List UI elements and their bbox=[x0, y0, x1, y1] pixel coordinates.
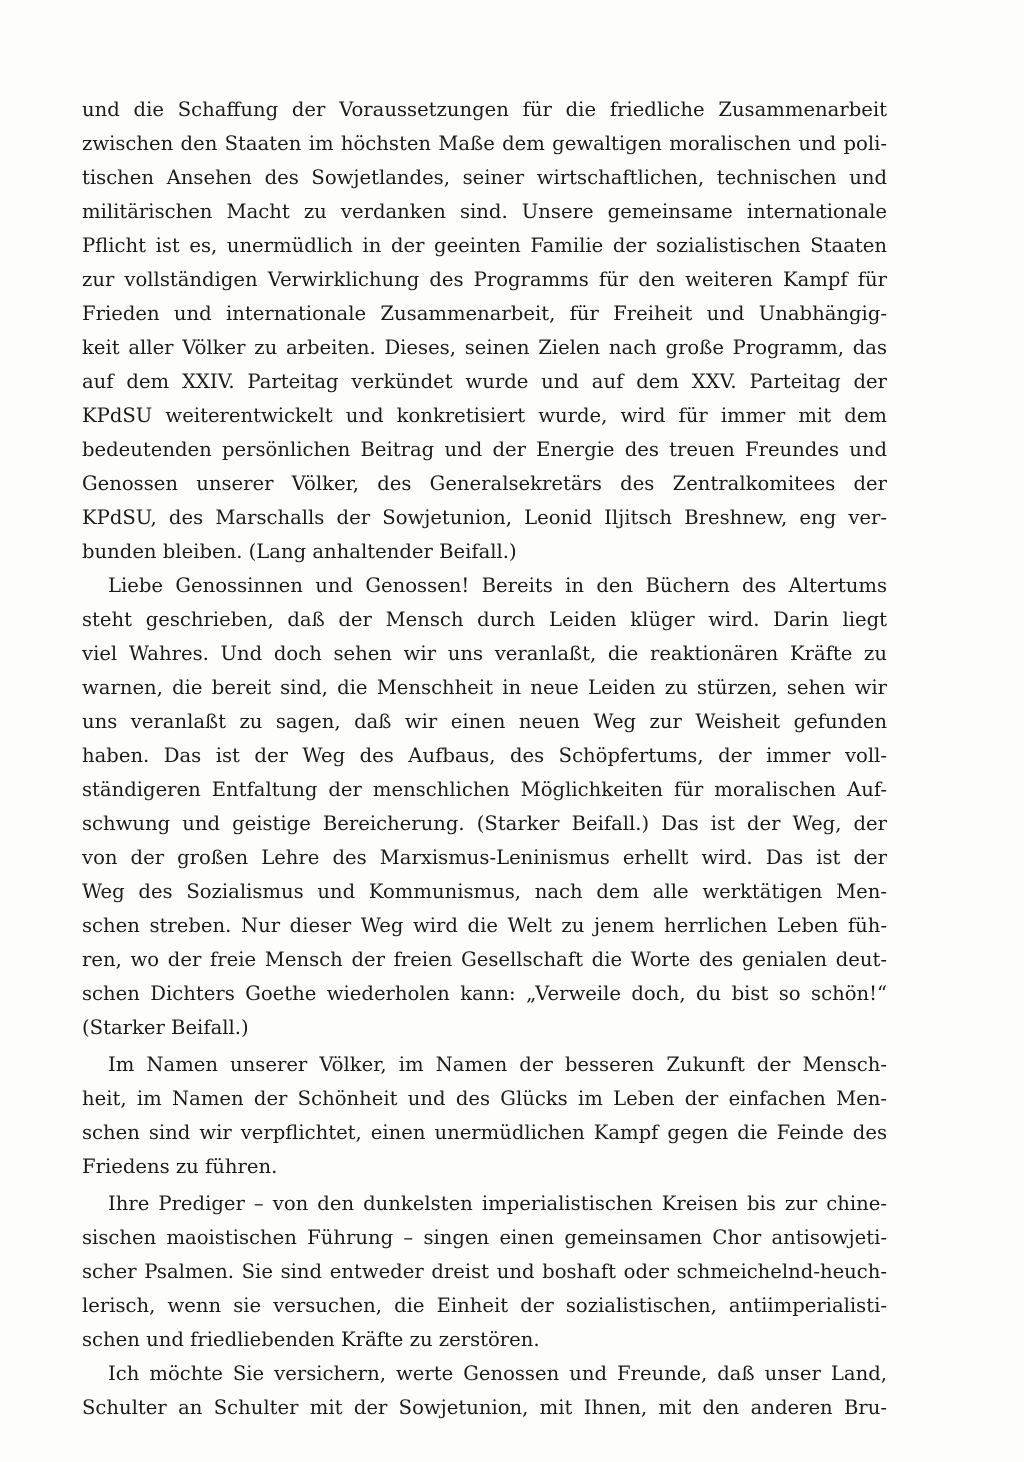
text-line: ständigeren Entfaltung der menschlichen Möglichkeiten für moralischen Auf- bbox=[82, 778, 887, 801]
text-line: auf dem XXIV. Parteitag verkündet wurde und auf dem XXV. Parteitag der bbox=[82, 370, 887, 393]
text-line: Frieden und internationale Zusammenarbeit, für Freiheit und Unabhängig- bbox=[82, 302, 887, 325]
paragraph-first-line: Ihre Prediger – von den dunkelsten imperialistischen Kreisen bis zur chine- bbox=[108, 1192, 887, 1215]
text-line: keit aller Völker zu arbeiten. Dieses, seinen Zielen nach große Programm, das bbox=[82, 336, 887, 359]
text-line: militärischen Macht zu verdanken sind. Unsere gemeinsame internationale bbox=[82, 200, 887, 223]
text-line: KPdSU, des Marschalls der Sowjetunion, Leonid Iljitsch Breshnew, eng ver- bbox=[82, 506, 887, 529]
text-line: Pflicht ist es, unermüdlich in der geeinten Familie der sozialistischen Staaten bbox=[82, 234, 887, 257]
text-line: uns veranlaßt zu sagen, daß wir einen neuen Weg zur Weisheit gefunden bbox=[82, 710, 887, 733]
text-line: Weg des Sozialismus und Kommunismus, nach dem alle werktätigen Men- bbox=[82, 880, 887, 903]
text-line: scher Psalmen. Sie sind entweder dreist und boshaft oder schmeichelnd-heuch- bbox=[82, 1260, 887, 1283]
text-line: tischen Ansehen des Sowjetlandes, seiner wirtschaftlichen, technischen und bbox=[82, 166, 887, 189]
text-line: und die Schaffung der Voraussetzungen für die friedliche Zusammenarbeit bbox=[82, 98, 887, 121]
paragraph-first-line: Im Namen unserer Völker, im Namen der besseren Zukunft der Mensch- bbox=[108, 1053, 887, 1076]
text-line: (Starker Beifall.) bbox=[82, 1016, 249, 1039]
text-line: bedeutenden persönlichen Beitrag und der Energie des treuen Freundes und bbox=[82, 438, 887, 461]
text-line: von der großen Lehre des Marxismus-Leninismus erhellt wird. Das ist der bbox=[82, 846, 887, 869]
text-line: schen Dichters Goethe wiederholen kann: „Verweile doch, du bist so schön!“ bbox=[82, 982, 887, 1005]
text-line: lerisch, wenn sie versuchen, die Einheit der sozialistischen, antiimperialisti- bbox=[82, 1294, 887, 1317]
text-line: schen und friedliebenden Kräfte zu zerstören. bbox=[82, 1328, 540, 1351]
text-line: Friedens zu führen. bbox=[82, 1155, 278, 1178]
text-line: Genossen unserer Völker, des Generalsekretärs des Zentralkomitees der bbox=[82, 472, 887, 495]
text-line: ren, wo der freie Mensch der freien Gesellschaft die Worte des genialen deut- bbox=[82, 948, 887, 971]
text-line: haben. Das ist der Weg des Aufbaus, des Schöpfertums, der immer voll- bbox=[82, 744, 887, 767]
text-line: viel Wahres. Und doch sehen wir uns veranlaßt, die reaktionären Kräfte zu bbox=[82, 642, 887, 665]
text-line: warnen, die bereit sind, die Menschheit in neue Leiden zu stürzen, sehen wir bbox=[82, 676, 887, 699]
text-line: bunden bleiben. (Lang anhaltender Beifall.) bbox=[82, 540, 517, 563]
text-line: schwung und geistige Bereicherung. (Starker Beifall.) Das ist der Weg, der bbox=[82, 812, 887, 835]
text-line: heit, im Namen der Schönheit und des Glücks im Leben der einfachen Men- bbox=[82, 1087, 887, 1110]
text-line: sischen maoistischen Führung – singen einen gemeinsamen Chor antisowjeti- bbox=[82, 1226, 887, 1249]
paragraph-first-line: Ich möchte Sie versichern, werte Genossen und Freunde, daß unser Land, bbox=[108, 1362, 887, 1385]
text-line: zwischen den Staaten im höchsten Maße dem gewaltigen moralischen und poli- bbox=[82, 132, 887, 155]
text-line: KPdSU weiterentwickelt und konkretisiert wurde, wird für immer mit dem bbox=[82, 404, 887, 427]
paragraph-first-line: Liebe Genossinnen und Genossen! Bereits in den Büchern des Altertums bbox=[108, 574, 887, 597]
text-line: steht geschrieben, daß der Mensch durch Leiden klüger wird. Darin liegt bbox=[82, 608, 887, 631]
text-line: schen streben. Nur dieser Weg wird die Welt zu jenem herrlichen Leben füh- bbox=[82, 914, 887, 937]
text-line: zur vollständigen Verwirklichung des Programms für den weiteren Kampf für bbox=[82, 268, 887, 291]
text-line: Schulter an Schulter mit der Sowjetunion, mit Ihnen, mit den anderen Bru- bbox=[82, 1396, 887, 1419]
text-line: schen sind wir verpflichtet, einen unermüdlichen Kampf gegen die Feinde des bbox=[82, 1121, 887, 1144]
